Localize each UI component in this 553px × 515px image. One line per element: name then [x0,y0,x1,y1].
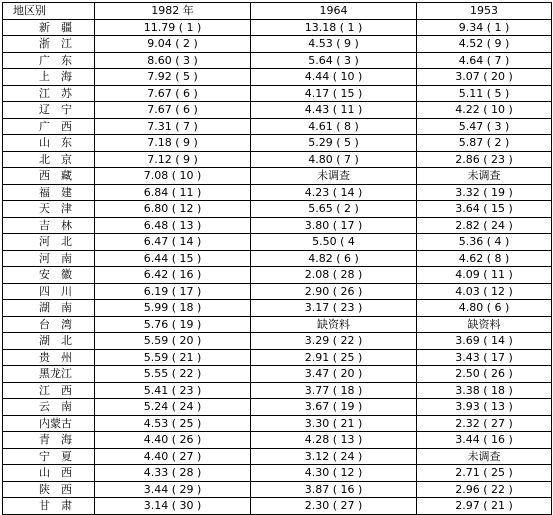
value-1982-cell: 5.24 ( 24 ) [95,399,251,416]
value-1953-cell: 未调查 [417,168,552,185]
value-1964-cell: 2.91 ( 25 ) [251,349,417,366]
value-1953-cell: 4.22 ( 10 ) [417,102,552,119]
value-1964-cell: 3.67 ( 19 ) [251,399,417,416]
region-cell: 贵 州 [3,349,95,366]
value-1964-cell: 2.90 ( 26 ) [251,283,417,300]
region-cell: 山 东 [3,135,95,152]
region-cell: 青 海 [3,432,95,449]
value-1953-cell: 2.50 ( 26 ) [417,366,552,383]
table-row [3,102,552,119]
table-row [3,283,552,300]
table-row [3,36,552,53]
table-row [3,465,552,482]
value-1953-cell: 9.34 ( 1 ) [417,19,552,36]
table-row [3,316,552,333]
region-cell: 江 苏 [3,85,95,102]
value-1982-cell: 5.55 ( 22 ) [95,366,251,383]
value-1964-cell: 未调查 [251,168,417,185]
value-1964-cell: 5.50 ( 4 [251,234,417,251]
table-row [3,217,552,234]
value-1982-cell: 7.18 ( 9 ) [95,135,251,152]
value-1982-cell: 4.33 ( 28 ) [95,465,251,482]
value-1964-cell: 4.43 ( 11 ) [251,102,417,119]
value-1982-cell: 5.99 ( 18 ) [95,300,251,317]
region-cell: 广 西 [3,118,95,135]
value-1964-cell: 2.30 ( 27 ) [251,498,417,515]
value-1964-cell: 4.17 ( 15 ) [251,85,417,102]
table-row [3,151,552,168]
value-1964-cell: 4.30 ( 12 ) [251,465,417,482]
value-1982-cell: 7.12 ( 9 ) [95,151,251,168]
region-cell: 北 京 [3,151,95,168]
urbanization-table [2,2,552,515]
value-1982-cell: 6.47 ( 14 ) [95,234,251,251]
value-1953-cell: 4.09 ( 11 ) [417,267,552,284]
value-1964-cell: 5.65 ( 2 ) [251,201,417,218]
value-1964-cell: 缺资料 [251,316,417,333]
value-1982-cell: 5.41 ( 23 ) [95,382,251,399]
value-1982-cell: 4.40 ( 26 ) [95,432,251,449]
table-row [3,481,552,498]
table-row [3,234,552,251]
value-1982-cell: 5.59 ( 20 ) [95,333,251,350]
table-row [3,184,552,201]
value-1953-cell: 2.96 ( 22 ) [417,481,552,498]
value-1964-cell: 4.61 ( 8 ) [251,118,417,135]
value-1964-cell: 2.08 ( 28 ) [251,267,417,284]
value-1953-cell: 4.52 ( 9 ) [417,36,552,53]
table-row [3,168,552,185]
value-1964-cell: 3.80 ( 17 ) [251,217,417,234]
region-cell: 吉 林 [3,217,95,234]
table-row [3,415,552,432]
table-row [3,366,552,383]
value-1953-cell: 2.32 ( 27 ) [417,415,552,432]
region-cell: 江 西 [3,382,95,399]
value-1953-cell: 3.44 ( 16 ) [417,432,552,449]
value-1982-cell: 3.44 ( 29 ) [95,481,251,498]
table-body [3,19,552,514]
value-1964-cell: 4.53 ( 9 ) [251,36,417,53]
header-row [3,3,552,20]
value-1964-cell: 3.29 ( 22 ) [251,333,417,350]
value-1982-cell: 7.08 ( 10 ) [95,168,251,185]
value-1982-cell: 4.53 ( 25 ) [95,415,251,432]
value-1982-cell: 4.40 ( 27 ) [95,448,251,465]
value-1982-cell: 5.76 ( 19 ) [95,316,251,333]
value-1964-cell: 3.30 ( 21 ) [251,415,417,432]
value-1982-cell: 7.67 ( 6 ) [95,102,251,119]
region-cell: 湖 北 [3,333,95,350]
value-1964-cell: 3.87 ( 16 ) [251,481,417,498]
table-row [3,201,552,218]
value-1982-cell: 6.19 ( 17 ) [95,283,251,300]
value-1964-cell: 4.44 ( 10 ) [251,69,417,86]
value-1953-cell: 5.87 ( 2 ) [417,135,552,152]
region-cell: 宁 夏 [3,448,95,465]
region-cell: 山 西 [3,465,95,482]
value-1982-cell: 9.04 ( 2 ) [95,36,251,53]
value-1964-cell: 4.23 ( 14 ) [251,184,417,201]
value-1982-cell: 7.67 ( 6 ) [95,85,251,102]
value-1953-cell: 5.11 ( 5 ) [417,85,552,102]
region-cell: 西 藏 [3,168,95,185]
value-1953-cell: 2.82 ( 24 ) [417,217,552,234]
region-cell: 天 津 [3,201,95,218]
value-1982-cell: 6.42 ( 16 ) [95,267,251,284]
region-cell: 上 海 [3,69,95,86]
table-row [3,250,552,267]
table-row [3,399,552,416]
header-region: 地区别 [3,3,95,20]
value-1953-cell: 3.93 ( 13 ) [417,399,552,416]
table-row [3,300,552,317]
value-1964-cell: 5.29 ( 5 ) [251,135,417,152]
value-1953-cell: 3.64 ( 15 ) [417,201,552,218]
value-1953-cell: 2.97 ( 21 ) [417,498,552,515]
value-1964-cell: 3.77 ( 18 ) [251,382,417,399]
table-row [3,448,552,465]
value-1982-cell: 7.31 ( 7 ) [95,118,251,135]
region-cell: 浙 江 [3,36,95,53]
value-1982-cell: 6.80 ( 12 ) [95,201,251,218]
value-1964-cell: 3.17 ( 23 ) [251,300,417,317]
value-1953-cell: 4.62 ( 8 ) [417,250,552,267]
region-cell: 黑龙江 [3,366,95,383]
value-1982-cell: 6.84 ( 11 ) [95,184,251,201]
region-cell: 四 川 [3,283,95,300]
table-row [3,118,552,135]
table-row [3,349,552,366]
header-1953: 1953 [417,3,552,20]
value-1953-cell: 3.69 ( 14 ) [417,333,552,350]
value-1982-cell: 6.44 ( 15 ) [95,250,251,267]
table-row [3,52,552,69]
value-1953-cell: 2.71 ( 25 ) [417,465,552,482]
value-1953-cell: 4.64 ( 7 ) [417,52,552,69]
value-1982-cell: 6.48 ( 13 ) [95,217,251,234]
value-1964-cell: 13.18 ( 1 ) [251,19,417,36]
value-1964-cell: 4.80 ( 7 ) [251,151,417,168]
region-cell: 河 北 [3,234,95,251]
value-1953-cell: 4.03 ( 12 ) [417,283,552,300]
value-1953-cell: 3.32 ( 19 ) [417,184,552,201]
table-row [3,333,552,350]
header-1982: 1982 年 [95,3,251,20]
value-1964-cell: 5.64 ( 3 ) [251,52,417,69]
value-1982-cell: 7.92 ( 5 ) [95,69,251,86]
value-1953-cell: 3.38 ( 18 ) [417,382,552,399]
region-cell: 新 疆 [3,19,95,36]
value-1953-cell: 4.80 ( 6 ) [417,300,552,317]
value-1953-cell: 3.07 ( 20 ) [417,69,552,86]
region-cell: 湖 南 [3,300,95,317]
region-cell: 安 徽 [3,267,95,284]
region-cell: 云 南 [3,399,95,416]
table-row [3,85,552,102]
region-cell: 内蒙古 [3,415,95,432]
table-row [3,135,552,152]
header-1964: 1964 [251,3,417,20]
region-cell: 河 南 [3,250,95,267]
value-1953-cell: 5.36 ( 4 ) [417,234,552,251]
region-cell: 陕 西 [3,481,95,498]
value-1964-cell: 3.47 ( 20 ) [251,366,417,383]
table-row [3,382,552,399]
table-row [3,267,552,284]
value-1982-cell: 5.59 ( 21 ) [95,349,251,366]
region-cell: 广 东 [3,52,95,69]
value-1982-cell: 8.60 ( 3 ) [95,52,251,69]
value-1953-cell: 缺资料 [417,316,552,333]
value-1964-cell: 3.12 ( 24 ) [251,448,417,465]
value-1953-cell: 3.43 ( 17 ) [417,349,552,366]
table-row [3,432,552,449]
region-cell: 台 湾 [3,316,95,333]
region-cell: 甘 肃 [3,498,95,515]
table-row [3,19,552,36]
value-1964-cell: 4.28 ( 13 ) [251,432,417,449]
table-row [3,69,552,86]
value-1953-cell: 5.47 ( 3 ) [417,118,552,135]
value-1953-cell: 未调查 [417,448,552,465]
value-1982-cell: 3.14 ( 30 ) [95,498,251,515]
value-1964-cell: 4.82 ( 6 ) [251,250,417,267]
value-1953-cell: 2.86 ( 23 ) [417,151,552,168]
region-cell: 福 建 [3,184,95,201]
value-1982-cell: 11.79 ( 1 ) [95,19,251,36]
region-cell: 辽 宁 [3,102,95,119]
